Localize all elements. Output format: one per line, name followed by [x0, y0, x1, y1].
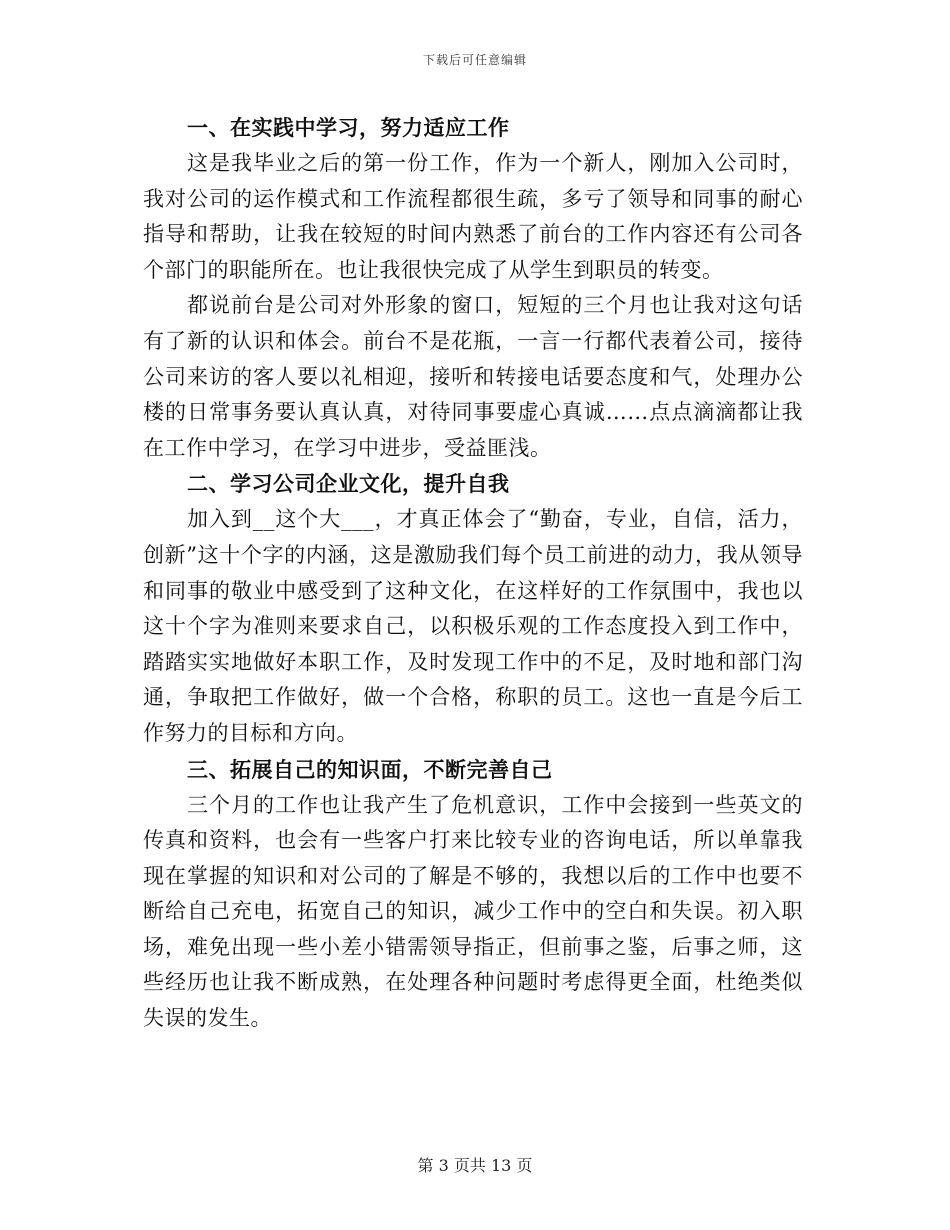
- page-header: 下载后可任意编辑: [422, 53, 527, 67]
- paragraph: 都说前台是公司对外形象的窗口，短短的三个月也让我对这句话有了新的认识和体会。前台不是花瓶，一言一行都代表着公司，接待公司来访的客人要以礼相迎，接听和转接电话要态度和气，处理办公楼的日常事务要认真认真，对待同事要虚心真诚……点点滴滴都让我在工作中学习，在学习中进步，受益匪浅。: [143, 293, 803, 460]
- section-heading: 三、拓展自己的知识面，不断完善自己: [187, 756, 553, 782]
- section-practice-learning: [143, 110, 803, 466]
- paragraph: 这是我毕业之后的第一份工作，作为一个新人，刚加入公司时，我对公司的运作模式和工作流程都很生疏，多亏了领导和同事的耐心指导和帮助，让我在较短的时间内熟悉了前台的工作内容还有公司各个部门的职能所在。也让我很快完成了从学生到职员的转变。: [143, 151, 803, 282]
- document-body: [143, 110, 803, 1037]
- section-heading: 一、在实践中学习，努力适应工作: [187, 115, 510, 140]
- paragraph: 加入到__这个大___，才真正体会了“勤奋，专业，自信，活力，创新”这十个字的内涵，这是激励我们每个员工前进的动力，我从领导和同事的敬业中感受到了这种文化，在这样好的工作氛围中，我也以这十个字为准则来要求自己，以积极乐观的工作态度投入到工作中，踏踏实实地做好本职工作，及时发现工作中的不足，及时地和部门沟通，争取把工作做好，做一个合格，称职的员工。这也一直是今后工作努力的目标和方向。: [143, 507, 803, 745]
- section-heading: 二、学习公司企业文化，提升自我: [187, 471, 510, 497]
- page-number: 第 3 页共 13 页: [417, 1156, 533, 1175]
- section-company-culture: [143, 466, 803, 751]
- section-self-improvement: [143, 752, 803, 1037]
- paragraph: 三个月的工作也让我产生了危机意识，工作中会接到一些英文的传真和资料，也会有一些客户打来比较专业的咨询电话，所以单靠我现在掌握的知识和对公司的了解是不够的，我想以后的工作中也要不断给自己充电，拓宽自己的知识，减少工作中的空白和失误。初入职场，难免出现一些小差小错需领导指正，但前事之鉴，后事之师，这些经历也让我不断成熟，在处理各种问题时考虑得更全面，杜绝类似失误的发生。: [143, 792, 803, 1031]
